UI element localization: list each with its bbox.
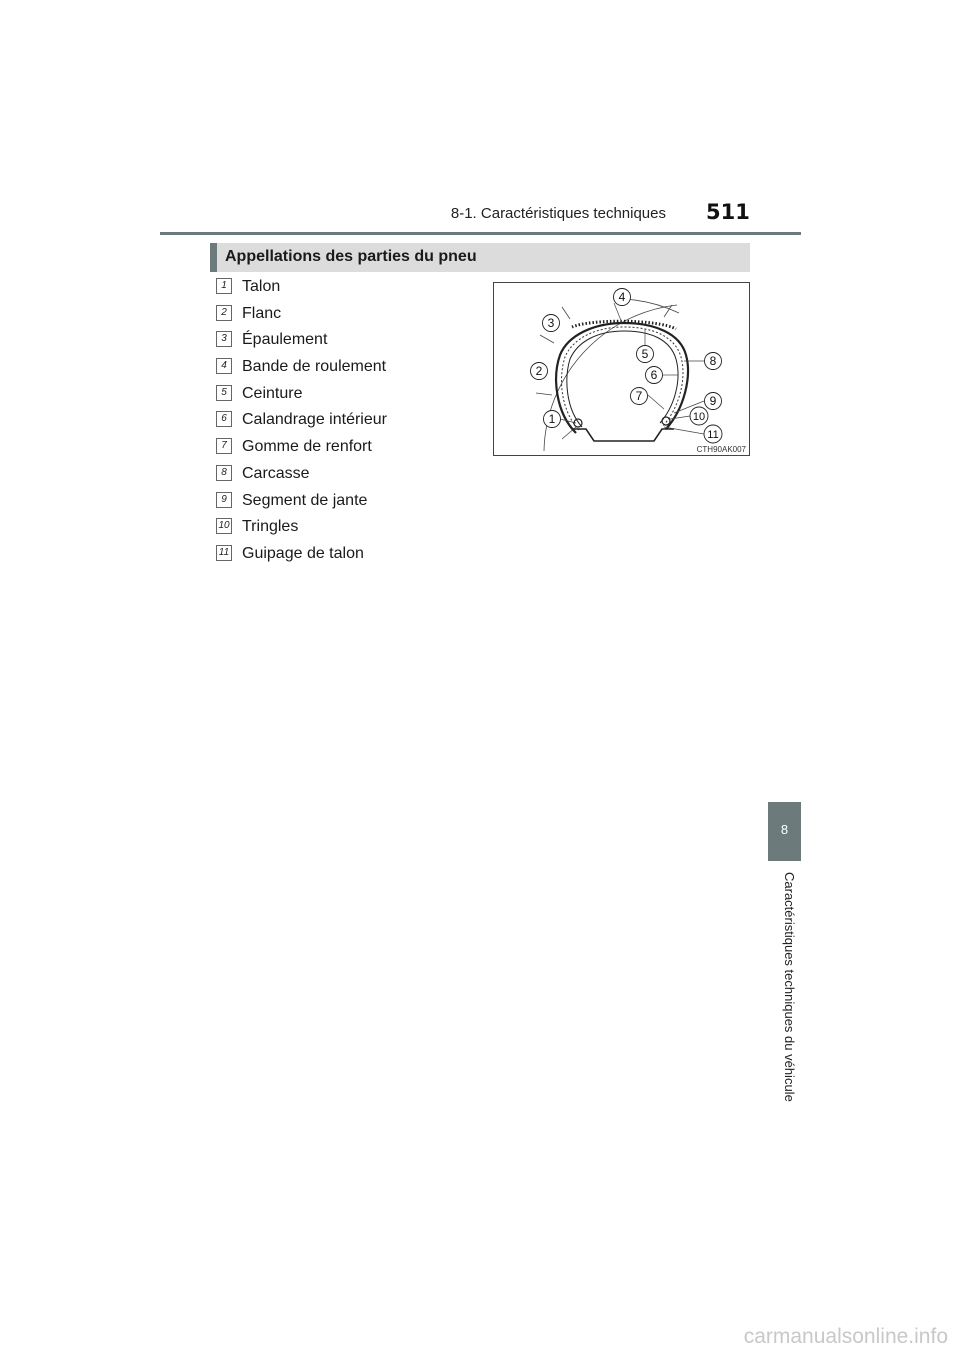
tread-tick-left: [562, 307, 570, 319]
callout-3: [543, 315, 560, 332]
item-number: 11: [216, 545, 232, 561]
tire-cross-section: [494, 283, 749, 455]
item-label: Épaulement: [242, 331, 328, 349]
rim: [572, 429, 674, 441]
sidewall-tick: [536, 393, 552, 395]
tread-band: [572, 321, 676, 329]
item-number: 5: [216, 385, 232, 401]
chapter-tab: [768, 802, 801, 861]
page-number: 511: [706, 200, 750, 224]
svg-text:1: 1: [548, 412, 556, 426]
svg-text:6: 6: [650, 368, 658, 382]
item-number: 4: [216, 358, 232, 374]
item-number: 7: [216, 438, 232, 454]
tire-diagram: [493, 282, 750, 456]
leader-10: [670, 416, 690, 419]
watermark: carmanualsonline.info: [743, 1325, 948, 1348]
figure-code: CTH90AK007: [696, 445, 746, 454]
callout-11: [704, 425, 722, 443]
header-rule: [160, 232, 801, 235]
svg-text:4: 4: [618, 290, 626, 304]
item-label: Calandrage intérieur: [242, 411, 387, 429]
title-bar-accent: [210, 243, 217, 272]
callout-6: [646, 367, 663, 384]
callout-10: [690, 407, 708, 425]
bead-wire-right: [662, 417, 670, 425]
svg-text:7: 7: [635, 389, 643, 403]
callout-5: [637, 346, 654, 363]
svg-text:8: 8: [709, 354, 717, 368]
chapter-number: 8: [780, 822, 789, 837]
svg-text:3: 3: [547, 316, 555, 330]
item-number: 9: [216, 492, 232, 508]
svg-text:11: 11: [707, 429, 719, 441]
item-label: Segment de jante: [242, 491, 368, 509]
callout-9: [705, 393, 722, 410]
item-number: 10: [216, 518, 232, 534]
section-title-bar: [210, 243, 750, 272]
item-label: Tringles: [242, 518, 299, 536]
chapter-title: Caractéristiques techniques du véhicule: [782, 872, 797, 1102]
section-title: Appellations des parties du pneu: [225, 248, 477, 265]
item-label: Gomme de renfort: [242, 438, 372, 456]
item-number: 2: [216, 305, 232, 321]
svg-text:9: 9: [709, 394, 717, 408]
svg-text:10: 10: [692, 411, 706, 423]
item-label: Bande de roulement: [242, 358, 387, 376]
callout-7: [631, 388, 648, 405]
svg-text:2: 2: [535, 364, 543, 378]
tire-outer: [556, 323, 688, 433]
item-label: Carcasse: [242, 464, 310, 482]
callout-4: [614, 289, 631, 306]
item-label: Ceinture: [242, 384, 303, 402]
leader-7: [648, 395, 664, 409]
item-label: Flanc: [242, 304, 282, 322]
item-number: 3: [216, 331, 232, 347]
callout-1: [544, 411, 561, 428]
item-number: 1: [216, 278, 232, 294]
callout-8: [705, 353, 722, 370]
header-section-title: 8-1. Caractéristiques techniques: [450, 205, 666, 222]
callout-2: [531, 363, 548, 380]
item-label: Talon: [242, 278, 281, 295]
item-number: 8: [216, 465, 232, 481]
shoulder-tick: [540, 335, 554, 343]
item-number: 6: [216, 411, 232, 427]
svg-text:5: 5: [641, 347, 649, 361]
item-label: Guipage de talon: [242, 544, 364, 562]
leader-11: [664, 427, 704, 434]
